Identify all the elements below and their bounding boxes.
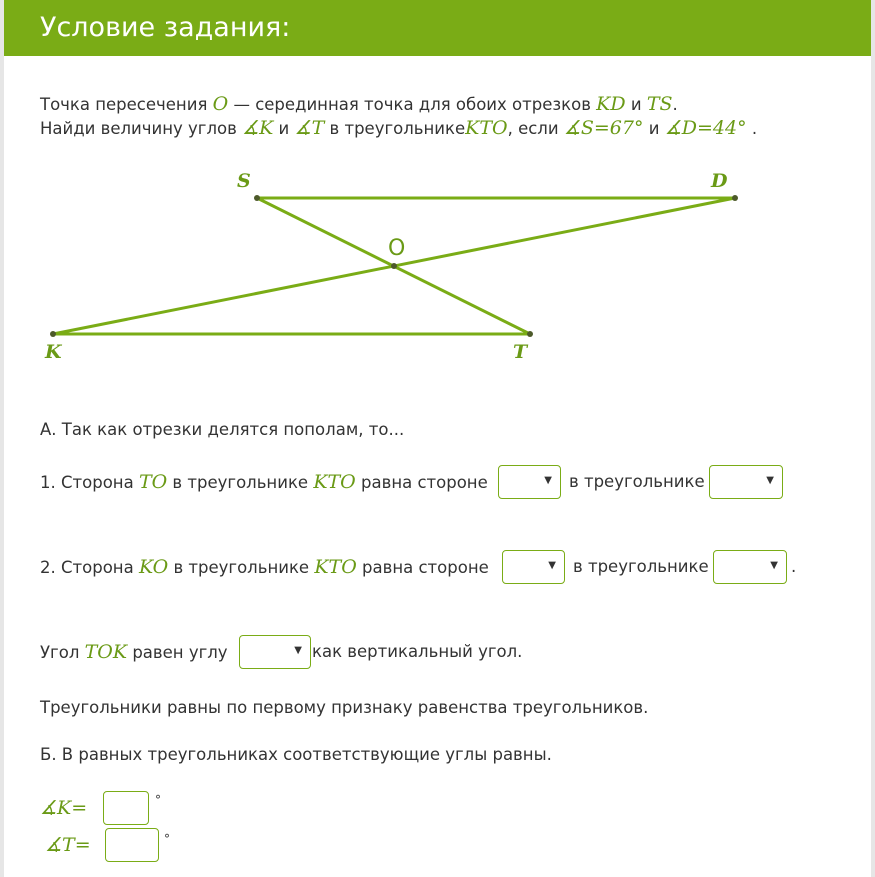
q1-triangle-select[interactable] bbox=[709, 465, 783, 499]
math-angle-d-expr: ∡D=44° bbox=[664, 117, 747, 139]
conclusion-text: Треугольники равны по первому признаку равенства треугольников. bbox=[40, 698, 649, 717]
point-d bbox=[732, 195, 738, 201]
label-t: T bbox=[513, 341, 528, 363]
label-o: O bbox=[388, 236, 406, 261]
label-d: D bbox=[711, 170, 728, 192]
angle-t-input[interactable] bbox=[105, 828, 159, 862]
degree-symbol: ° bbox=[164, 832, 170, 846]
chevron-down-icon: ▼ bbox=[548, 560, 556, 571]
math-tri-kto: KTO bbox=[314, 556, 357, 578]
math-seg-kd: KD bbox=[596, 93, 626, 115]
math-seg-ts: TS bbox=[646, 93, 673, 115]
angle-k-label: ∡K= bbox=[40, 797, 88, 819]
question-2: 2. Сторона KO в треугольнике KTO равна стороне bbox=[40, 556, 489, 578]
point-t bbox=[527, 331, 533, 337]
q1-side-select[interactable] bbox=[498, 465, 561, 499]
page-title: Условие задания: bbox=[40, 12, 291, 43]
angle-t-label: ∡T= bbox=[45, 834, 91, 856]
math-point-o: O bbox=[212, 93, 229, 115]
math-angle-tok: TOK bbox=[84, 641, 128, 663]
point-k bbox=[50, 331, 56, 337]
math-angle-t: ∡T bbox=[294, 117, 325, 139]
intro-line-1: Точка пересечения O — серединная точка для обоих отрезков KD и TS. bbox=[40, 93, 678, 115]
q1-in-triangle-label: в треугольнике bbox=[569, 472, 705, 491]
chevron-down-icon: ▼ bbox=[770, 560, 778, 571]
q2-period: . bbox=[791, 557, 797, 576]
math-tri-kto: KTO bbox=[465, 117, 508, 139]
math-side-to: TO bbox=[138, 471, 168, 493]
q3-angle-select[interactable] bbox=[239, 635, 311, 669]
q2-triangle-select[interactable] bbox=[713, 550, 787, 584]
question-1: 1. Сторона TO в треугольнике KTO равна стороне bbox=[40, 471, 488, 493]
math-angle-k: ∡K bbox=[242, 117, 274, 139]
math-side-ko: KO bbox=[138, 556, 169, 578]
question-3: Угол TOK равен углу bbox=[40, 641, 228, 663]
chevron-down-icon: ▼ bbox=[766, 475, 774, 486]
chevron-down-icon: ▼ bbox=[544, 475, 552, 486]
chevron-down-icon: ▼ bbox=[294, 645, 302, 656]
math-angle-s-expr: ∡S=67° bbox=[563, 117, 644, 139]
q2-in-triangle-label: в треугольнике bbox=[573, 557, 709, 576]
angle-k-input[interactable] bbox=[103, 791, 149, 825]
point-o bbox=[391, 263, 397, 269]
intro-line-2: Найди величину углов ∡K и ∡T в треугольникеKTO, если ∡S=67° и ∡D=44° . bbox=[40, 117, 758, 139]
part-a-intro: А. Так как отрезки делятся пополам, то... bbox=[40, 420, 405, 439]
label-s: S bbox=[237, 170, 251, 192]
part-b-intro: Б. В равных треугольниках соответствующие углы равны. bbox=[40, 745, 552, 764]
degree-symbol: ° bbox=[155, 793, 161, 807]
q3-vertical-angle-label: как вертикальный угол. bbox=[312, 642, 523, 661]
point-s bbox=[254, 195, 260, 201]
math-tri-kto: KTO bbox=[313, 471, 356, 493]
q2-side-select[interactable] bbox=[502, 550, 565, 584]
label-k: K bbox=[45, 341, 62, 363]
geometry-diagram bbox=[0, 0, 875, 400]
